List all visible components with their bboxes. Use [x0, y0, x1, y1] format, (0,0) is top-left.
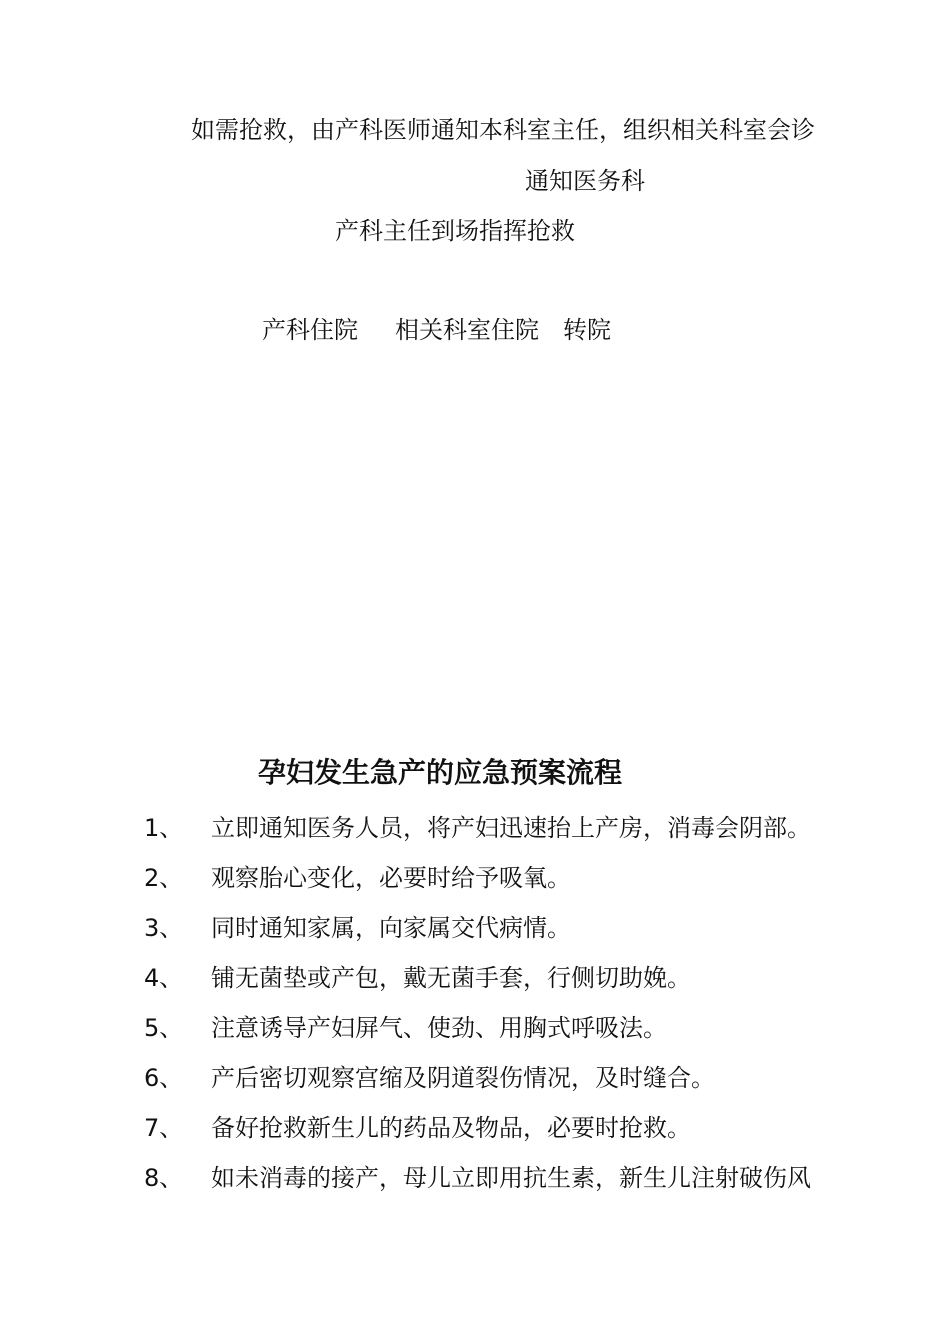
- flow-outcome-obstetrics-admission: 产科住院: [262, 316, 358, 344]
- step-number: 2、: [144, 864, 184, 892]
- list-item: [144, 913, 904, 963]
- step-text: 立即通知医务人员，将产妇迅速抬上产房，消毒会阴部。: [211, 814, 811, 842]
- list-item: [144, 863, 904, 913]
- list-item: [144, 813, 904, 863]
- flow-step-notify-medical-affairs: 通知医务科: [525, 167, 645, 195]
- step-number: 5、: [144, 1014, 184, 1042]
- step-text: 同时通知家属，向家属交代病情。: [211, 914, 571, 942]
- flow-outcome-transfer: 转院: [563, 316, 611, 344]
- step-number: 7、: [144, 1114, 184, 1142]
- step-number: 4、: [144, 964, 184, 992]
- step-number: 1、: [144, 814, 184, 842]
- list-item: [144, 1063, 904, 1113]
- flow-step-consultation: 如需抢救，由产科医师通知本科室主任，组织相关科室会诊: [191, 116, 815, 144]
- step-text: 铺无菌垫或产包，戴无菌手套，行侧切助娩。: [211, 964, 691, 992]
- step-list: [144, 813, 904, 1213]
- step-number: 3、: [144, 914, 184, 942]
- step-text: 如未消毒的接产，母儿立即用抗生素，新生儿注射破伤风: [211, 1164, 811, 1192]
- flow-step-director-command: 产科主任到场指挥抢救: [335, 217, 575, 245]
- step-text: 备好抢救新生儿的药品及物品，必要时抢救。: [211, 1114, 691, 1142]
- list-item: [144, 1013, 904, 1063]
- flow-outcome-related-dept-admission: 相关科室住院: [395, 316, 539, 344]
- list-item: [144, 1113, 904, 1163]
- step-text: 观察胎心变化，必要时给予吸氧。: [211, 864, 571, 892]
- step-text: 注意诱导产妇屏气、使劲、用胸式呼吸法。: [211, 1014, 667, 1042]
- step-text: 产后密切观察宫缩及阴道裂伤情况，及时缝合。: [211, 1064, 715, 1092]
- step-number: 8、: [144, 1164, 184, 1192]
- list-item: [144, 1163, 904, 1213]
- section-title: 孕妇发生急产的应急预案流程: [258, 756, 623, 789]
- list-item: [144, 963, 904, 1013]
- step-number: 6、: [144, 1064, 184, 1092]
